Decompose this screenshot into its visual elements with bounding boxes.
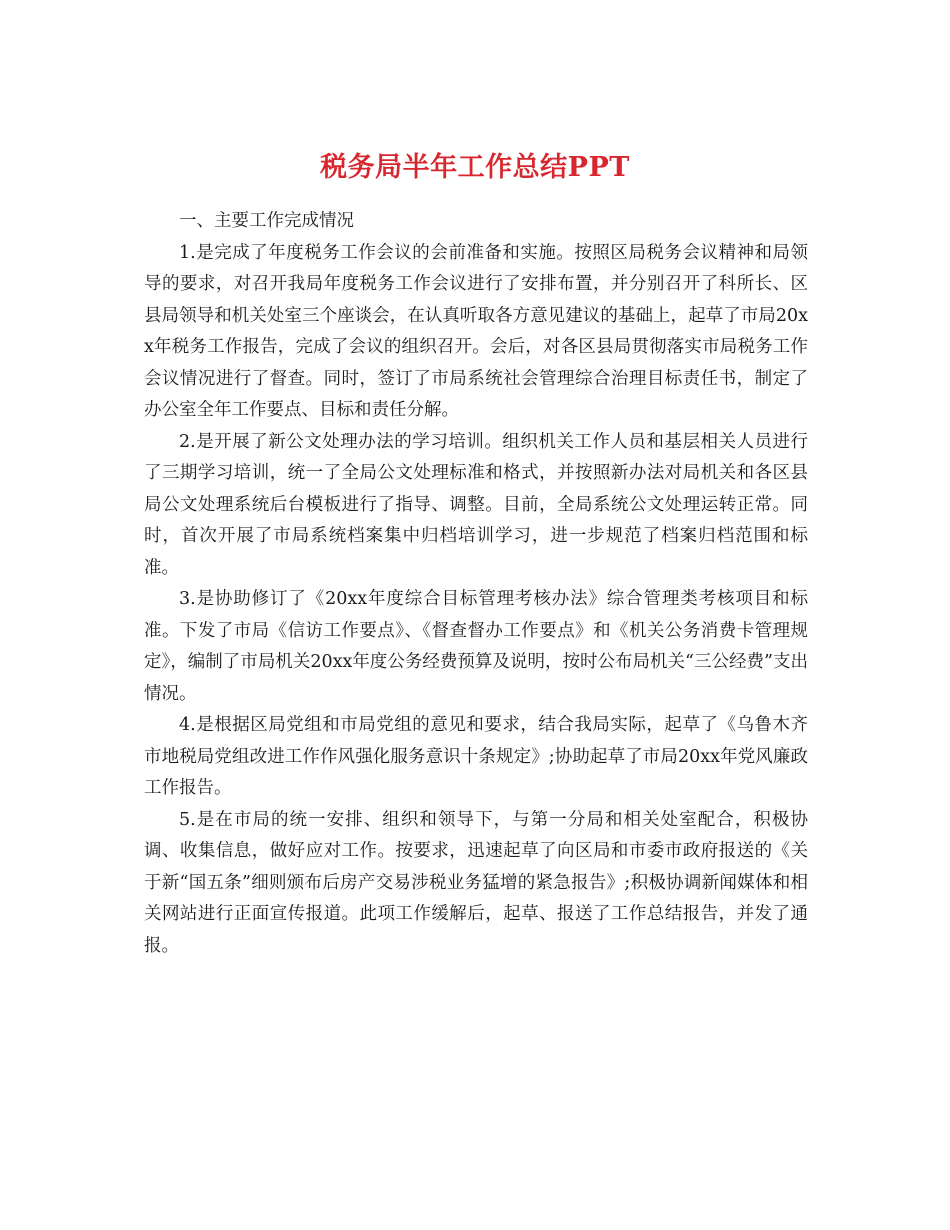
paragraph-1: 1.是完成了年度税务工作会议的会前准备和实施。按照区局税务会议精神和局领导的要求，对召开我局年度税务工作会议进行了安排布置，并分别召开了科所长、区县局领导和机关处室三个座谈会，在认真听取各方意见建议的基础上，起草了市局20xx年税务工作报告，完成了会议的组织召开。会后，对各区县局贯彻落实市局税务工作会议情况进行了督查。同时，签订了市局系统社会管理综合治理目标责任书，制定了办公室全年工作要点、目标和责任分解。 <box>144 242 808 420</box>
paragraph-3: 3.是协助修订了《20xx年度综合目标管理考核办法》综合管理类考核项目和标准。下发了市局《信访工作要点》、《督查督办工作要点》和《机关公务消费卡管理规定》，编制了市局机关20xx年度公务经费预算及说明，按时公布局机关“三公经费”支出情况。 <box>144 589 808 704</box>
paragraph-4: 4.是根据区局党组和市局党组的意见和要求，结合我局实际，起草了《乌鲁木齐市地税局党组改进工作作风强化服务意识十条规定》;协助起草了市局20xx年党风廉政工作报告。 <box>144 715 808 798</box>
document-body <box>144 206 808 962</box>
section-heading: 一、主要工作完成情况 <box>179 211 354 231</box>
paragraph-5: 5.是在市局的统一安排、组织和领导下，与第一分局和相关处室配合，积极协调、收集信息，做好应对工作。按要求，迅速起草了向区局和市委市政府报送的《关于新“国五条”细则颁布后房产交易涉税业务猛增的紧急报告》;积极协调新闻媒体和相关网站进行正面宣传报道。此项工作缓解后，起草、报送了工作总结报告，并发了通报。 <box>144 809 808 956</box>
paragraph-2: 2.是开展了新公文处理办法的学习培训。组织机关工作人员和基层相关人员进行了三期学习培训，统一了全局公文处理标准和格式，并按照新办法对局机关和各区县局公文处理系统后台模板进行了指导、调整。目前，全局系统公文处理运转正常。同时，首次开展了市局系统档案集中归档培训学习，进一步规范了档案归档范围和标准。 <box>144 431 808 578</box>
document-title: 税务局半年工作总结PPT <box>320 152 630 184</box>
